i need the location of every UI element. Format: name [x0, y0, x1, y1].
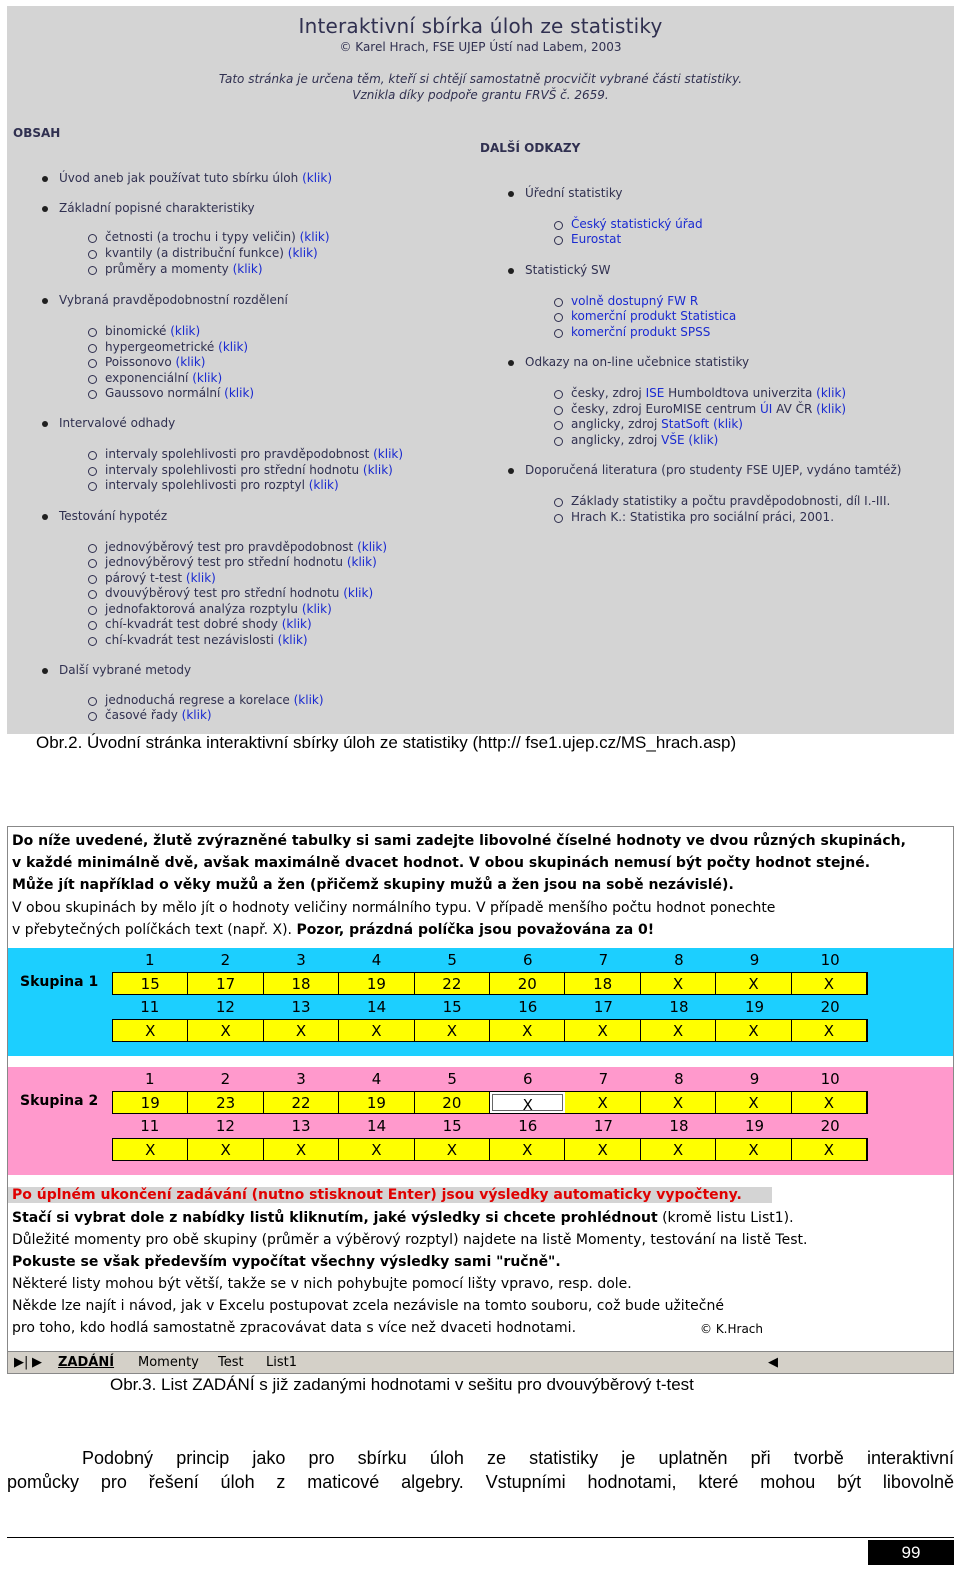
group-2-label: Skupina 2	[20, 1093, 99, 1109]
tab-momenty[interactable]: Momenty	[138, 1355, 199, 1370]
index-cell: 6	[522, 1070, 533, 1088]
value-cell[interactable]: 15	[113, 973, 188, 994]
contents-item[interactable]	[105, 602, 332, 616]
instr-line-4: V obou skupinách by mělo jít o hodnoty veličiny normálního typu. V případě menšího počtu hodnot ponechte	[12, 900, 776, 916]
value-cell[interactable]: 19	[339, 1092, 414, 1113]
intro-line-2: Vznikla díky podpoře grantu FRVŠ č. 2659.	[352, 88, 609, 102]
klik-link[interactable]: (klik)	[281, 617, 312, 631]
index-cell: 14	[367, 998, 387, 1016]
index-cell: 4	[371, 951, 382, 969]
contents-item-text: Úvod aneb jak používat tuto sbírku úloh	[59, 171, 303, 185]
copyright: © K.Hrach	[700, 1322, 764, 1336]
external-link[interactable]: volně dostupný FW R	[571, 294, 699, 308]
value-cell[interactable]: X	[113, 1020, 188, 1041]
links-item[interactable]	[571, 325, 710, 339]
info-line-2	[12, 1210, 794, 1226]
value-cell[interactable]: X	[565, 1020, 640, 1041]
links-item[interactable]	[571, 232, 621, 246]
contents-item	[59, 416, 175, 430]
value-cell[interactable]: X	[490, 1092, 565, 1113]
info-line-7: pro toho, kdo hodlá samostatně zpracovávat data s více než dvaceti hodnotami.	[12, 1320, 577, 1336]
contents-item-text: binomické	[105, 324, 171, 338]
klik-link[interactable]: (klik)	[299, 230, 330, 244]
info-line-2a: Stačí si vybrat dole z nabídky listů kliknutím, jaké výsledky si chcete prohlédnout	[12, 1210, 658, 1226]
result-note: Po úplném ukončení zadávání (nutno stisknout Enter) jsou výsledky automaticky vypočteny.	[8, 1187, 772, 1203]
index-cell: 16	[518, 998, 538, 1016]
contents-item[interactable]	[59, 171, 332, 185]
tab-list1[interactable]: List1	[266, 1355, 297, 1370]
index-cell: 17	[593, 1117, 613, 1135]
value-cell[interactable]: X	[113, 1139, 188, 1160]
index-cell: 2	[220, 1070, 231, 1088]
sheet-tab-bar	[8, 1351, 953, 1373]
links-item-text: Úřední statistiky	[525, 186, 623, 200]
contents-item-text: četnosti (a trochu i typy veličin)	[105, 230, 300, 244]
next-sheet-nav-icon[interactable]: ▶	[32, 1355, 42, 1370]
group-1-index-row-1	[112, 949, 868, 972]
contents-item-text: párový t-test	[105, 571, 186, 585]
value-cell[interactable]: 18	[565, 973, 640, 994]
value-cell[interactable]: 19	[339, 973, 414, 994]
index-cell: 19	[745, 1117, 765, 1135]
external-link[interactable]: (klik)	[816, 386, 847, 400]
contents-item[interactable]	[105, 555, 377, 569]
value-cell[interactable]: X	[415, 1139, 490, 1160]
klik-link[interactable]: (klik)	[287, 246, 318, 260]
index-cell: 2	[220, 951, 231, 969]
klik-link[interactable]: (klik)	[170, 324, 201, 338]
tab-test[interactable]: Test	[218, 1355, 244, 1370]
group-2-values-row-1	[112, 1091, 868, 1114]
value-cell[interactable]: X	[792, 1020, 867, 1041]
links-item-text: česky, zdroj EuroMISE centrum	[571, 402, 760, 416]
index-cell: 18	[669, 1117, 689, 1135]
contents-item-text: exponenciální	[105, 371, 193, 385]
links-item[interactable]	[571, 309, 736, 323]
contents-item[interactable]	[105, 355, 205, 369]
index-cell: 13	[291, 1117, 311, 1135]
contents-item-text: Vybraná pravděpodobnostní rozdělení	[59, 293, 288, 307]
klik-link[interactable]: (klik)	[343, 586, 374, 600]
info-line-5: Některé listy mohou být větší, takže se v nich pohybujte pomocí lišty vpravo, resp. dole.	[12, 1276, 632, 1292]
contents-item-text: jednoduchá regrese a korelace	[105, 693, 294, 707]
contents-item-text: Poissonovo	[105, 355, 176, 369]
index-cell: 12	[215, 998, 235, 1016]
footer-rule	[7, 1537, 954, 1538]
links-item[interactable]	[571, 217, 703, 231]
paragraph-line-1: Podobný princip jako pro sbírku úloh ze statistiky je uplatněn při tvorbě interaktivní	[82, 1448, 954, 1468]
group-1-values-row-1	[112, 972, 868, 995]
contents-item[interactable]	[105, 617, 312, 631]
links-item-text: Odkazy na on-line učebnice statistiky	[525, 355, 750, 369]
links-item-text: anglicky, zdroj	[571, 417, 662, 431]
instr-line-5a: v přebytečných políčkách text (např. X).	[12, 922, 297, 938]
value-cell[interactable]: 17	[188, 973, 263, 994]
contents-item	[59, 293, 288, 307]
links-item-text: Statistický SW	[525, 263, 611, 277]
klik-link[interactable]: (klik)	[277, 633, 308, 647]
value-cell[interactable]: X	[792, 973, 867, 994]
contents-item-text: Gaussovo normální	[105, 386, 225, 400]
links-item-text: Základy statistiky a počtu pravděpodobnosti, díl I.-III.	[571, 494, 891, 508]
links-item	[525, 463, 901, 477]
contents-item-text: jednovýběrový test pro pravděpodobnost	[105, 540, 358, 554]
external-link[interactable]: ISE	[645, 386, 665, 400]
external-link[interactable]: Eurostat	[571, 232, 622, 246]
contents-item	[59, 201, 255, 215]
value-cell[interactable]: X	[641, 973, 716, 994]
links-item-text: česky, zdroj	[571, 386, 646, 400]
links-item[interactable]	[571, 402, 846, 416]
klik-link[interactable]: (klik)	[362, 463, 393, 477]
index-cell: 15	[442, 1117, 462, 1135]
contents-item-text: chí-kvadrát test dobré shody	[105, 617, 282, 631]
value-cell[interactable]: X	[716, 1020, 791, 1041]
index-cell: 14	[367, 1117, 387, 1135]
external-link[interactable]: VŠE	[661, 433, 685, 447]
value-cell[interactable]: X	[716, 1092, 791, 1113]
contents-item-text: jednovýběrový test pro střední hodnotu	[105, 555, 347, 569]
value-cell[interactable]: X	[188, 1020, 263, 1041]
klik-link[interactable]: (klik)	[301, 602, 332, 616]
contents-item[interactable]	[105, 246, 318, 260]
value-cell[interactable]: X	[641, 1092, 716, 1113]
contents-item-text: intervaly spolehlivosti pro rozptyl	[105, 478, 309, 492]
info-line-4: Pokuste se však především vypočítat všechny výsledky sami "ručně".	[12, 1254, 561, 1270]
links-item	[571, 494, 890, 508]
group-2-index-row-2	[112, 1115, 868, 1138]
value-cell[interactable]: 20	[415, 1092, 490, 1113]
external-link[interactable]: StatSoft	[661, 417, 710, 431]
index-cell: 15	[442, 998, 462, 1016]
index-cell: 18	[669, 998, 689, 1016]
value-cell[interactable]: X	[415, 1020, 490, 1041]
caption-figure-3: Obr.3. List ZADÁNÍ s již zadanými hodnotami v sešitu pro dvouvýběrový t-test	[110, 1375, 694, 1394]
contents-item	[59, 663, 191, 677]
links-item[interactable]	[571, 294, 698, 308]
value-cell[interactable]: X	[264, 1139, 339, 1160]
index-cell: 16	[518, 1117, 538, 1135]
links-item[interactable]	[571, 386, 846, 400]
contents-item-text: Testování hypotéz	[59, 509, 168, 523]
group-2-band	[8, 1067, 953, 1175]
value-cell[interactable]: X	[339, 1139, 414, 1160]
external-link[interactable]: ÚI	[760, 402, 773, 416]
contents-item[interactable]	[105, 371, 222, 385]
index-cell: 11	[140, 998, 160, 1016]
author-line: © Karel Hrach, FSE UJEP Ústí nad Labem, 2003	[339, 40, 622, 54]
contents-item-text: jednofaktorová analýza rozptylu	[105, 602, 302, 616]
index-cell: 20	[820, 998, 840, 1016]
external-link[interactable]: (klik)	[713, 417, 743, 431]
value-cell[interactable]: 22	[415, 973, 490, 994]
contents-item[interactable]	[105, 633, 308, 647]
index-cell: 9	[749, 1070, 760, 1088]
value-cell[interactable]: 22	[264, 1092, 339, 1113]
external-link[interactable]: Český statistický úřad	[571, 217, 703, 231]
external-link[interactable]: komerční produkt Statistica	[571, 309, 737, 323]
obsah-heading: OBSAH	[13, 126, 61, 140]
external-link[interactable]: (klik)	[688, 433, 719, 447]
instr-line-2: v každé minimálně dvě, avšak maximálně dvacet hodnot. V obou skupinách nemusí být počty hodnot stejné.	[12, 855, 871, 871]
contents-item[interactable]	[105, 463, 393, 477]
contents-item[interactable]	[105, 386, 254, 400]
klik-link[interactable]: (klik)	[293, 693, 324, 707]
index-cell: 1	[145, 1070, 155, 1088]
value-cell[interactable]: X	[641, 1139, 716, 1160]
contents-item-text: hypergeometrické	[105, 340, 219, 354]
paragraph-line-2: pomůcky pro řešení úloh z maticové algebry. Vstupními hodnotami, které mohou být libovolně	[7, 1472, 954, 1492]
index-cell: 11	[140, 1117, 160, 1135]
klik-link[interactable]: (klik)	[346, 555, 377, 569]
index-cell: 7	[598, 951, 609, 969]
instr-line-5	[12, 922, 654, 938]
value-cell[interactable]: X	[490, 1020, 565, 1041]
value-cell[interactable]: X	[188, 1139, 263, 1160]
klik-link[interactable]: (klik)	[192, 371, 223, 385]
contents-item[interactable]	[105, 540, 387, 554]
index-cell: 8	[674, 951, 684, 969]
klik-link[interactable]: (klik)	[185, 571, 216, 585]
contents-item-text: Další vybrané metody	[59, 663, 192, 677]
value-cell[interactable]: X	[716, 1139, 791, 1160]
contents-item-text: dvouvýběrový test pro střední hodnotu	[105, 586, 344, 600]
intro-line-1: Tato stránka je určena těm, kteří si chtějí samostatně procvičit vybrané části statistiky.	[218, 72, 743, 86]
instr-warning: Pozor, prázdná políčka jsou považována za 0!	[296, 922, 655, 938]
klik-link[interactable]: (klik)	[181, 708, 212, 722]
caption-figure-2: Obr.2. Úvodní stránka interaktivní sbírky úloh ze statistiky (http:// fse1.ujep.cz/MS_hrach.asp)	[36, 733, 737, 752]
contents-item-text: průměry a momenty	[105, 262, 233, 276]
contents-item	[59, 509, 167, 523]
value-cell[interactable]: X	[641, 1020, 716, 1041]
contents-item-text: Intervalové odhady	[59, 416, 176, 430]
index-cell: 5	[447, 951, 457, 969]
index-cell: 20	[820, 1117, 840, 1135]
index-cell: 10	[820, 1070, 840, 1088]
links-item	[525, 186, 622, 200]
contents-item[interactable]	[105, 478, 339, 492]
contents-item[interactable]	[105, 447, 403, 461]
klik-link[interactable]: (klik)	[232, 262, 263, 276]
contents-item[interactable]	[105, 708, 212, 722]
group-1-label: Skupina 1	[20, 974, 99, 990]
value-cell[interactable]: X	[716, 973, 791, 994]
contents-item[interactable]	[105, 586, 373, 600]
index-cell: 5	[447, 1070, 457, 1088]
group-1-index-row-2	[112, 996, 868, 1019]
figure-spreadsheet-screenshot	[7, 826, 954, 1374]
tab-zadani[interactable]: ZADÁNÍ	[58, 1355, 115, 1370]
index-cell: 6	[522, 951, 533, 969]
contents-item[interactable]	[105, 230, 330, 244]
links-item	[525, 263, 611, 277]
index-cell: 4	[371, 1070, 382, 1088]
klik-link[interactable]: (klik)	[302, 171, 333, 185]
links-item-text: Hrach K.: Statistika pro sociální práci, 2001.	[571, 510, 835, 524]
figure-homepage-screenshot	[7, 6, 954, 734]
links-item-text: Humboldtova univerzita	[664, 386, 817, 400]
page-number: 99	[868, 1540, 954, 1565]
external-link[interactable]: (klik)	[816, 402, 847, 416]
value-cell[interactable]: 23	[188, 1092, 263, 1113]
external-link[interactable]: komerční produkt SPSS	[571, 325, 711, 339]
index-cell: 12	[215, 1117, 235, 1135]
contents-item[interactable]	[105, 571, 216, 585]
instr-line-3: Může jít například o věky mužů a žen (přičemž skupiny mužů a žen jsou na sobě nezávislé).	[12, 877, 734, 893]
value-cell[interactable]: 20	[490, 973, 565, 994]
info-line-3: Důležité momenty pro obě skupiny (průměr a výběrový rozptyl) najdete na listě Momenty, testování na listě Test.	[12, 1232, 808, 1248]
klik-link[interactable]: (klik)	[224, 386, 255, 400]
links-item	[525, 355, 749, 369]
group-1-values-row-2	[112, 1019, 868, 1042]
index-cell: 17	[593, 998, 613, 1016]
links-item[interactable]	[571, 417, 743, 431]
links-item-text: AV ČR	[772, 402, 817, 416]
value-cell[interactable]: X	[339, 1020, 414, 1041]
contents-item[interactable]	[105, 693, 324, 707]
klik-link[interactable]: (klik)	[175, 355, 206, 369]
contents-item-text: intervaly spolehlivosti pro střední hodnotu	[105, 463, 363, 477]
value-cell[interactable]: X	[264, 1020, 339, 1041]
value-cell[interactable]: 18	[264, 973, 339, 994]
index-cell: 8	[674, 1070, 684, 1088]
contents-item-text: časové řady	[105, 708, 182, 722]
links-item-text: anglicky, zdroj	[571, 433, 662, 447]
value-cell[interactable]: 19	[113, 1092, 188, 1113]
info-line-2b: (kromě listu List1).	[657, 1210, 794, 1226]
value-cell[interactable]: X	[565, 1092, 640, 1113]
contents-item-text: chí-kvadrát test nezávislosti	[105, 633, 278, 647]
index-cell: 13	[291, 998, 311, 1016]
value-cell[interactable]: X	[565, 1139, 640, 1160]
klik-link[interactable]: (klik)	[373, 447, 404, 461]
index-cell: 10	[820, 951, 840, 969]
index-cell: 3	[296, 951, 306, 969]
scroll-left-icon[interactable]: ◀	[768, 1355, 778, 1370]
page-title: Interaktivní sbírka úloh ze statistiky	[298, 14, 663, 38]
klik-link[interactable]: (klik)	[357, 540, 388, 554]
contents-item-text: intervaly spolehlivosti pro pravděpodobnost	[105, 447, 374, 461]
index-cell: 7	[598, 1070, 609, 1088]
index-cell: 3	[296, 1070, 306, 1088]
value-cell[interactable]: X	[792, 1139, 867, 1160]
index-cell: 9	[749, 951, 760, 969]
first-sheet-nav-icon[interactable]: ▶|	[14, 1355, 29, 1370]
instr-line-1: Do níže uvedené, žlutě zvýrazněné tabulky si sami zadejte libovolné číselné hodnoty ve dvou různých skupinách,	[12, 833, 906, 849]
contents-item-text: kvantily (a distribuční funkce)	[105, 246, 288, 260]
contents-item[interactable]	[105, 324, 200, 338]
group-2-index-row-1	[112, 1068, 868, 1091]
info-line-6: Někde lze najít i návod, jak v Excelu postupovat zcela nezávisle na tomto souboru, což bude užitečné	[12, 1298, 724, 1314]
group-1-band	[8, 948, 953, 1056]
value-cell[interactable]: X	[792, 1092, 867, 1113]
contents-item-text: Základní popisné charakteristiky	[59, 201, 255, 215]
links-item-text: Doporučená literatura (pro studenty FSE UJEP, vydáno tamtéž)	[525, 463, 902, 477]
index-cell: 1	[145, 951, 155, 969]
links-item[interactable]	[571, 433, 718, 447]
contents-item[interactable]	[105, 340, 248, 354]
links-item	[571, 510, 834, 524]
value-cell[interactable]: X	[490, 1139, 565, 1160]
group-2-values-row-2	[112, 1138, 868, 1161]
klik-link[interactable]: (klik)	[308, 478, 339, 492]
dalsi-odkazy-heading: DALŠÍ ODKAZY	[480, 141, 581, 155]
contents-item[interactable]	[105, 262, 263, 276]
klik-link[interactable]: (klik)	[218, 340, 249, 354]
index-cell: 19	[745, 998, 765, 1016]
